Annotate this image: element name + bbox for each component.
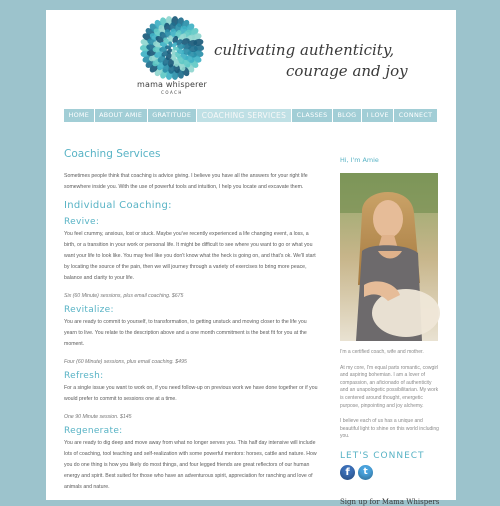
newsletter-signup-heading[interactable]: Sign up for Mama Whispers [340, 497, 440, 506]
twitter-icon[interactable]: t [358, 465, 373, 480]
nav-blog[interactable]: BLOG [333, 109, 361, 122]
facebook-icon[interactable]: f [340, 465, 355, 480]
nav-gratitude[interactable]: GRATITUDE [148, 109, 196, 122]
main-content [64, 148, 320, 500]
intro-text: Sometimes people think that coaching is advice giving. I believe you have all the answers for your right life somewhere inside you. With the use of powerful tools and intuition, I help you locate and excavate them. [64, 173, 308, 190]
nav-classes[interactable]: CLASSES [292, 109, 332, 122]
amie-portrait-photo [340, 173, 438, 341]
lets-connect-heading: LET'S CONNECT [340, 450, 425, 461]
sidebar-greeting: Hi, I'm Amie [340, 156, 379, 164]
refresh-heading: Refresh: [64, 371, 104, 381]
nav-i-love[interactable]: I LOVE [362, 109, 393, 122]
flower-logo-icon[interactable] [140, 16, 204, 80]
revitalize-text: You are ready to commit to yourself, to transformation, to getting unstuck and moving closer to the life you yearn to live. You relate to the description above and a one month commitment is the best fit for you at the moment. [64, 319, 307, 347]
individual-coaching-heading: Individual Coaching: [64, 200, 172, 211]
main-nav [64, 109, 433, 122]
page [46, 10, 456, 506]
tagline-line-1: cultivating authenticity, [214, 41, 395, 59]
regenerate-heading: Regenerate: [64, 426, 123, 436]
revitalize-heading: Revitalize: [64, 305, 114, 315]
sidebar [340, 156, 440, 506]
regenerate-text: You are ready to dig deep and move away from what no longer serves you. This half day intensive will include lots of coaching, tool teaching and self-realization with some powerful mentors: horses, cattle and nature. How you do one thing is how you likely do most things, and four legged friends are great reflectors of our human energy and spirit. Best suited for those who have an adventurous spirit, appreciation for ranching and love of animals and nature. [64, 440, 317, 490]
brand-sub: COACH [161, 90, 183, 95]
revive-heading: Revive: [64, 217, 100, 227]
revitalize-price: Four (60 Minute) sessions, plus email coaching. $495 [64, 359, 187, 365]
nav-home[interactable]: HOME [64, 109, 94, 122]
page-title: Coaching Services [64, 148, 161, 160]
bio-core: At my core, I'm equal parts romantic, cowgirl and aspiring bohemian. I am a lover of compassion, an aficionado of authenticity and an unapologetic possibilitarian. My work is centered around thought, energetic purpose, pinpointing and joy alchemy. [340, 364, 439, 409]
revive-text: You feel crummy, anxious, lost or stuck. Maybe you've recently experienced a life changing event, a loss, a birth, or a transition in your work or personal life. It might be difficult to see where you want to go or what you want your life to look like. You may feel like you don't know what the heck is going on, and that's ok. We'll start by locating the source of the pain, then we will journey through a variety of exercises to bring more peace, balance and clarity to your life. [64, 231, 316, 281]
bio-intro: I'm a certified coach, wife and mother. [340, 349, 424, 355]
refresh-text: For a single issue you want to work on, if you need follow-up on previous work we have done together or if you would prefer to commit to sessions one at a time. [64, 385, 318, 402]
revive-price: Six (60 Minute) sessions, plus email coaching. $675 [64, 293, 184, 299]
site-header [46, 10, 456, 108]
nav-coaching-services[interactable]: COACHING SERVICES [197, 109, 291, 122]
bio-belief: I believe each of us has a unique and beautiful light to shine on this world including you. [340, 418, 439, 440]
nav-connect[interactable]: CONNECT [394, 109, 437, 122]
refresh-price: One 90 Minute session. $145 [64, 414, 132, 420]
tagline-line-2: courage and joy [286, 62, 408, 80]
site-tagline [214, 40, 414, 82]
social-links [340, 465, 440, 480]
nav-about-amie[interactable]: ABOUT AMIE [95, 109, 147, 122]
brand-name[interactable]: mama whisperer [136, 80, 208, 89]
